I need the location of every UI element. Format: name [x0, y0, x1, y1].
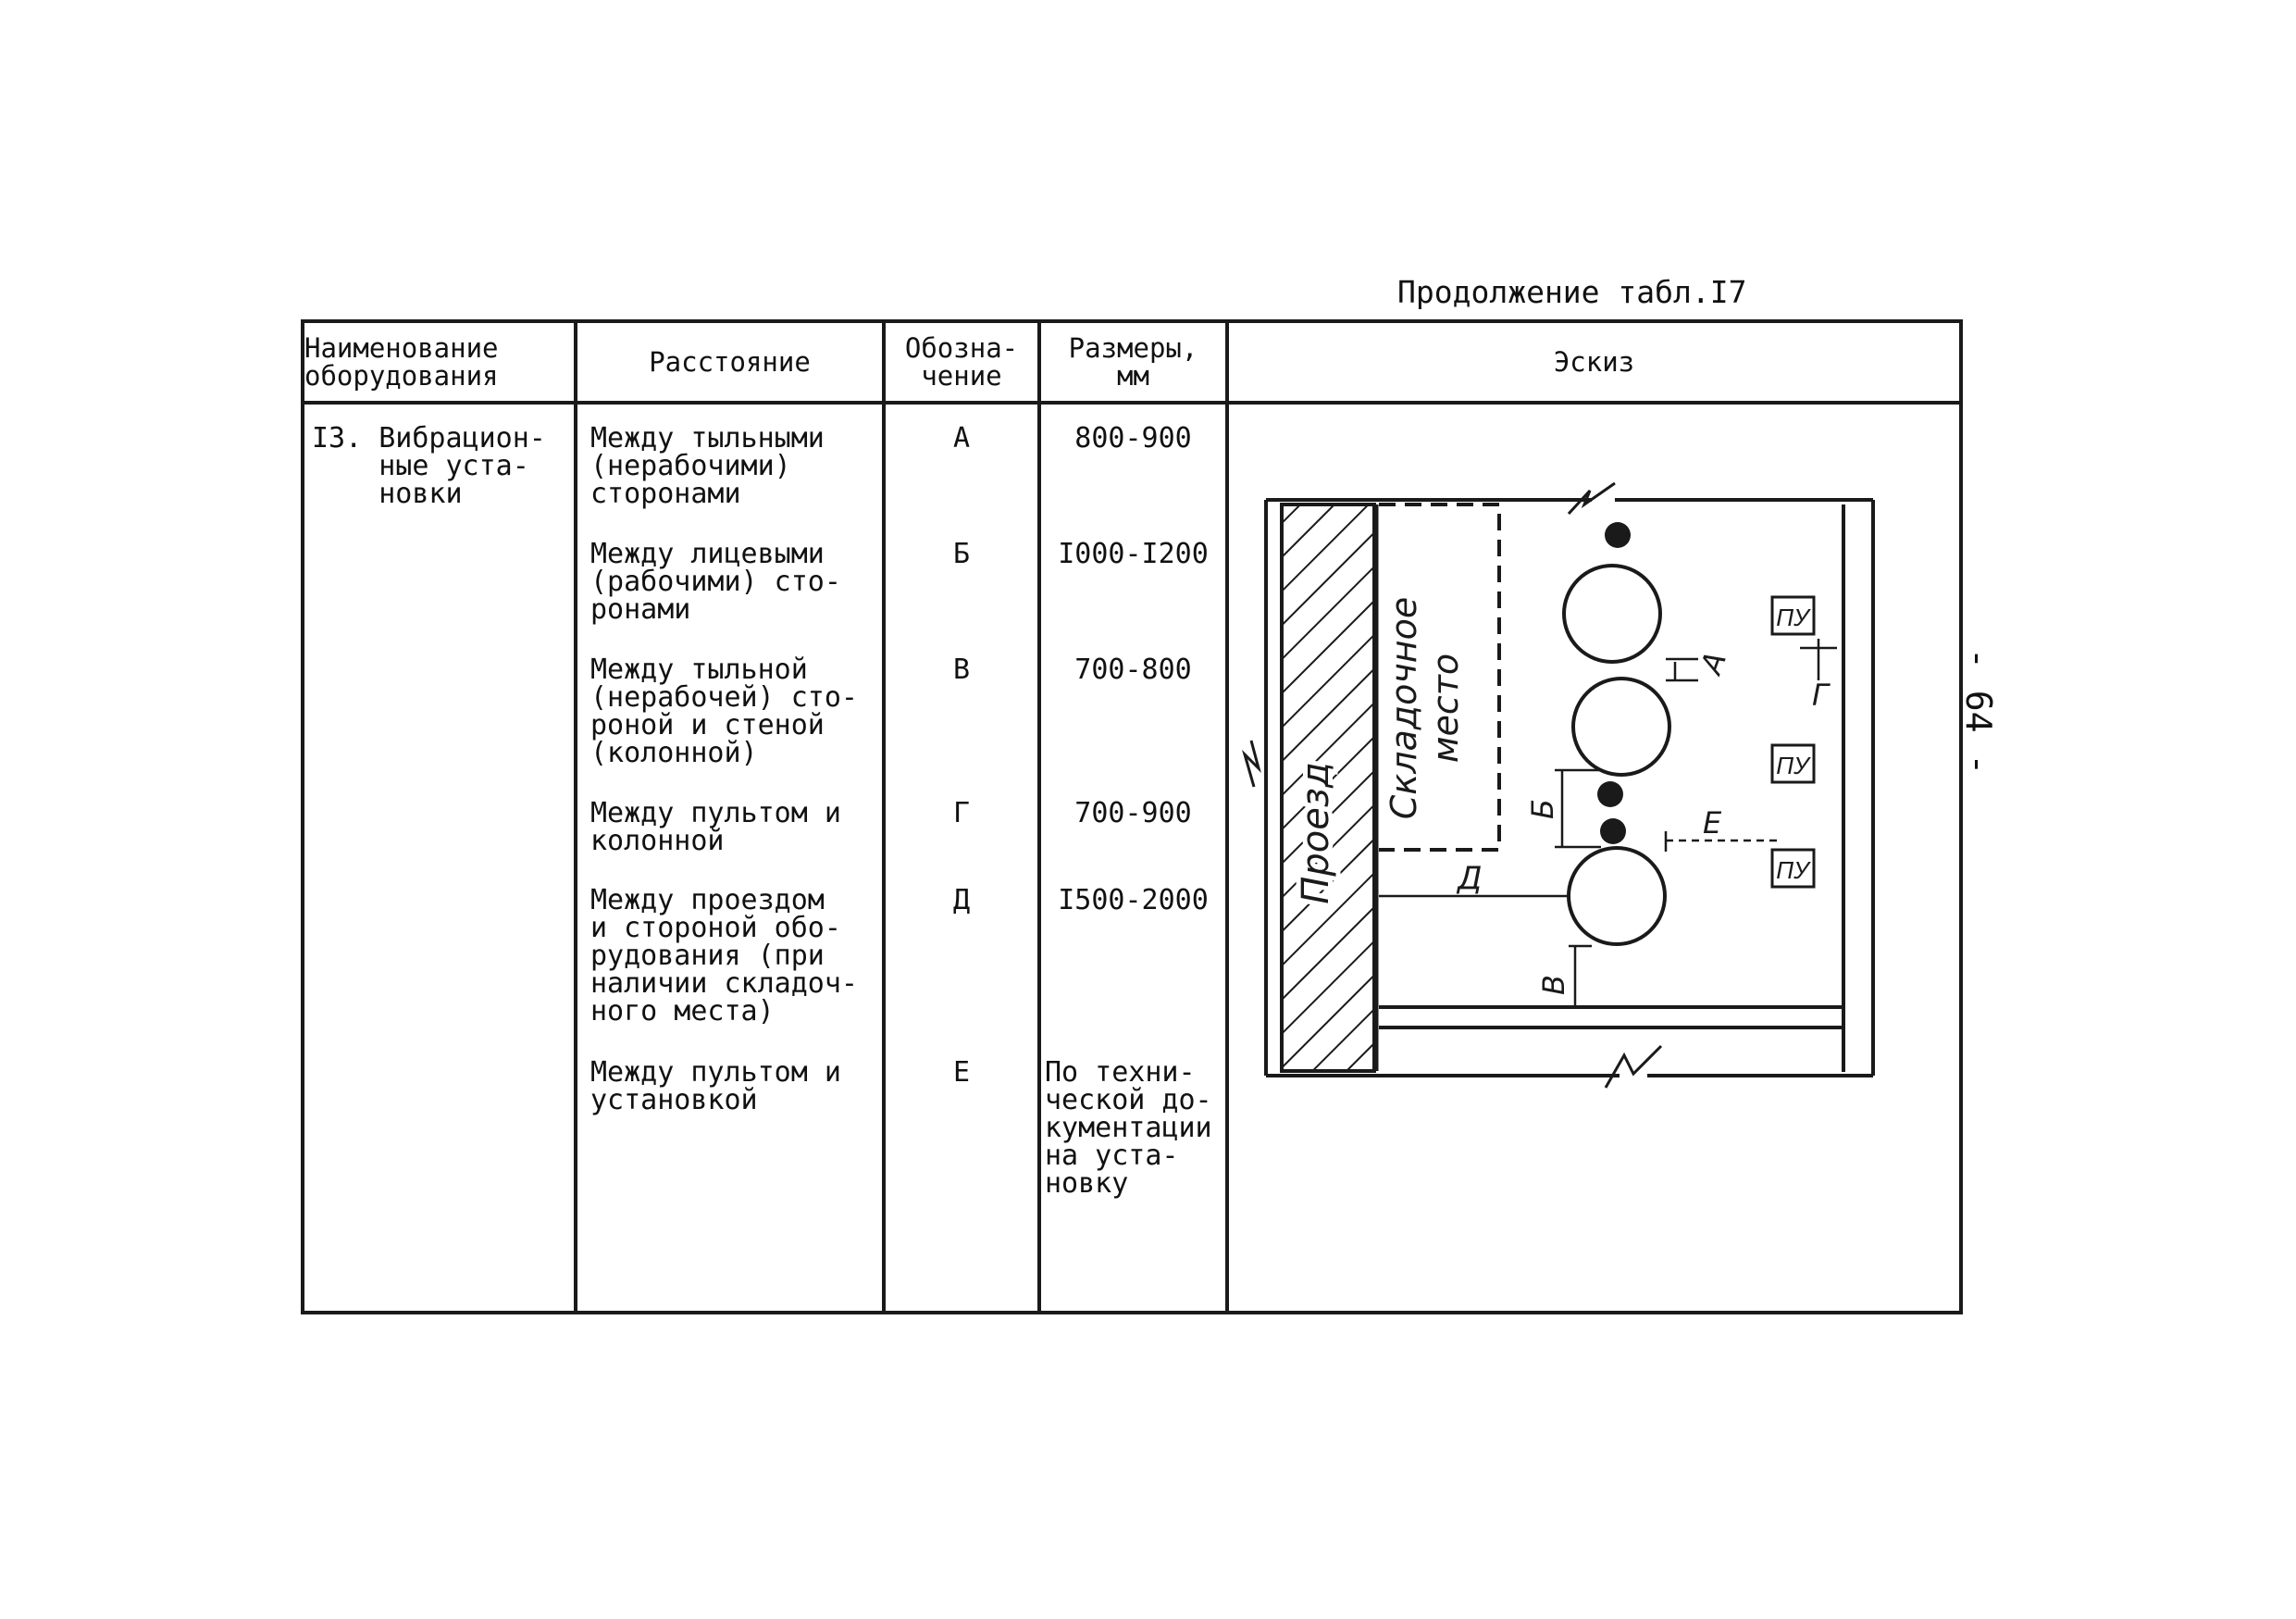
- designation-v: В: [952, 654, 971, 686]
- header-sizes-text: Размеры, мм: [1068, 332, 1198, 392]
- control-panel-1: [1772, 597, 1814, 634]
- dim-b: Б: [1525, 799, 1560, 819]
- designation-b: Б: [952, 538, 971, 570]
- vibration-units: [1564, 566, 1669, 944]
- size-g: 700-900: [1074, 797, 1192, 829]
- distance-a: Между тыльными (нерабочими) сторонами: [590, 422, 825, 510]
- control-panel-2: [1772, 745, 1814, 782]
- dim-d: Д: [1458, 860, 1483, 897]
- distance-v: Между тыльной (нерабочей) сто- роной и стеной (колонной): [590, 654, 858, 769]
- distance-g: Между пультом и колонной: [590, 797, 841, 857]
- dim-a: А: [1693, 647, 1734, 679]
- distance-b: Между лицевыми (рабочими) сто- ронами: [590, 538, 841, 626]
- designation-g: Г: [952, 797, 971, 829]
- vibration-unit-3: [1569, 848, 1665, 944]
- size-e: По техни- ческой до- кументации на уста- новку: [1045, 1056, 1212, 1200]
- equipment-name: I3. Вибрацион- ные уста- новки: [303, 403, 576, 1313]
- passage-label: Проезд: [1295, 762, 1337, 904]
- designation-a: А: [952, 422, 971, 455]
- vibration-unit-1: [1564, 566, 1660, 662]
- control-panel-3: [1772, 850, 1814, 887]
- storage-label-2: место: [1425, 653, 1466, 764]
- distance-d: Между проездом и стороной обо- рудования (при наличии складоч- ного места): [590, 884, 858, 1027]
- size-d: I500-2000: [1058, 884, 1209, 916]
- size-a: 800-900: [1074, 422, 1192, 455]
- size-v: 700-800: [1074, 654, 1192, 686]
- control-panel-2-label: ПУ: [1776, 752, 1809, 779]
- vibration-unit-2: [1573, 679, 1669, 775]
- storage-label-1: Складочное: [1384, 596, 1424, 820]
- dim-g: Г: [1812, 678, 1829, 713]
- distance-e: Между пультом и установкой: [590, 1056, 841, 1116]
- designation-e: Е: [952, 1056, 971, 1089]
- dim-v: В: [1536, 975, 1571, 995]
- control-panel-1-label: ПУ: [1776, 604, 1809, 631]
- table-caption: Продолжение табл.I7: [1397, 274, 1747, 310]
- designation-d: Д: [952, 884, 971, 916]
- header-distance-text: Расстояние: [649, 346, 811, 378]
- header-sketch-text: Эскиз: [1553, 346, 1635, 378]
- dim-e: Е: [1703, 805, 1722, 841]
- page-number: - 64 -: [1958, 648, 1999, 776]
- control-panel-3-label: ПУ: [1776, 856, 1809, 884]
- size-b: I000-I200: [1058, 538, 1209, 570]
- header-name-text: Наименование оборудования: [304, 332, 499, 392]
- header-designation-text: Обозна- чение: [904, 332, 1019, 392]
